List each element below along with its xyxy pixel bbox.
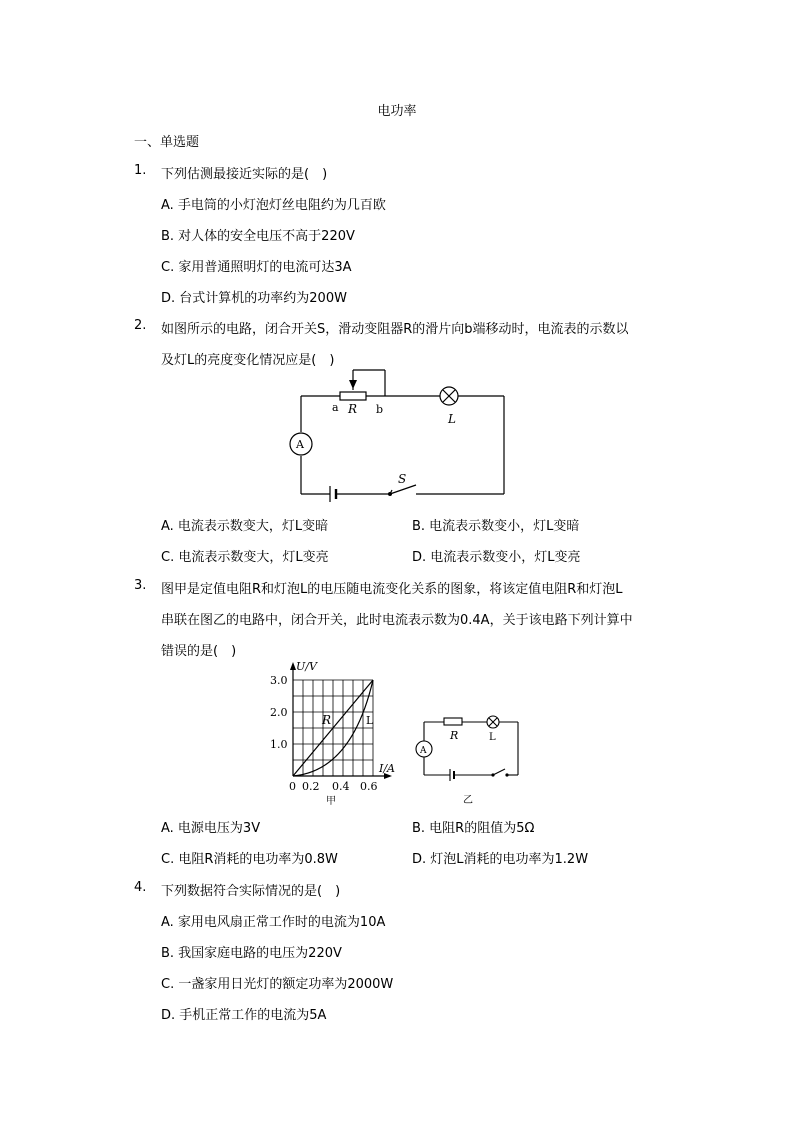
ammeter-label: A	[296, 438, 304, 451]
question-number: 3.	[134, 578, 147, 593]
label-r: R	[450, 729, 459, 742]
y-axis-label: U/V	[296, 660, 317, 673]
question-number: 4.	[134, 880, 147, 895]
y-tick: 2.0	[270, 706, 288, 719]
question-number: 2.	[134, 318, 147, 333]
option-b: B. 对人体的安全电压不高于220V	[161, 229, 355, 244]
label-l: L	[489, 732, 496, 743]
question-number: 1.	[134, 163, 147, 178]
option-b: B. 我国家庭电路的电压为220V	[161, 946, 342, 961]
label-s: S	[398, 472, 407, 486]
y-tick: 3.0	[270, 674, 288, 687]
label-l: L	[448, 412, 456, 426]
graph-u-i	[262, 658, 402, 808]
option-c: C. 电阻R消耗的电功率为0.8W	[161, 852, 338, 867]
question-stem: 下列估测最接近实际的是( )	[161, 167, 328, 182]
option-a: A. 家用电风扇正常工作时的电流为10A	[161, 915, 386, 930]
x-axis-label: I/A	[379, 762, 395, 775]
option-c: C. 一盏家用日光灯的额定功率为2000W	[161, 977, 394, 992]
label-b: b	[376, 403, 384, 416]
curve-l-label: L	[366, 714, 374, 727]
y-tick: 1.0	[270, 738, 288, 751]
question-stem-line-2: 串联在图乙的电路中，闭合开关，此时电流表示数为0.4A，关于该电路下列计算中	[161, 613, 633, 628]
question-stem-line-3: 错误的是( )	[161, 644, 237, 659]
x-tick: 0.4	[332, 780, 350, 793]
x-tick: 0.6	[360, 780, 378, 793]
question-stem-line-1: 图甲是定值电阻R和灯泡L的电压随电流变化关系的图象，将该定值电阻R和灯泡L	[161, 582, 623, 597]
option-a: A. 电流表示数变大，灯L变暗	[161, 519, 329, 534]
page-title: 电功率	[377, 104, 417, 119]
option-a: A. 电源电压为3V	[161, 821, 261, 836]
option-c: C. 电流表示数变大，灯L变亮	[161, 550, 329, 565]
label-r: R	[348, 402, 358, 416]
option-d: D. 台式计算机的功率约为200W	[161, 291, 347, 306]
option-d: D. 灯泡L消耗的电功率为1.2W	[412, 852, 589, 867]
ammeter-label: A	[420, 746, 427, 756]
option-d: D. 手机正常工作的电流为5A	[161, 1008, 327, 1023]
curve-r-label: R	[322, 713, 332, 727]
x-tick: 0.2	[302, 780, 320, 793]
question-stem: 下列数据符合实际情况的是( )	[161, 884, 341, 899]
option-d: D. 电流表示数变小，灯L变亮	[412, 550, 581, 565]
x-tick: 0	[289, 780, 296, 793]
circuit-diagram-q3	[410, 708, 525, 808]
option-b: B. 电流表示数变小，灯L变暗	[412, 519, 580, 534]
option-a: A. 手电筒的小灯泡灯丝电阻约为几百欧	[161, 198, 386, 213]
section-heading: 一、单选题	[134, 135, 200, 150]
circuit-diagram-q2	[280, 365, 520, 505]
question-stem-line-1: 如图所示的电路，闭合开关S，滑动变阻器R的滑片向b端移动时，电流表的示数以	[161, 322, 629, 337]
question-stem-line-2: 及灯L的亮度变化情况应是( )	[161, 353, 335, 368]
option-b: B. 电阻R的阻值为5Ω	[412, 821, 535, 836]
circuit-caption: 乙	[463, 795, 473, 806]
option-c: C. 家用普通照明灯的电流可达3A	[161, 260, 352, 275]
label-a: a	[332, 401, 339, 414]
graph-caption: 甲	[326, 796, 336, 807]
